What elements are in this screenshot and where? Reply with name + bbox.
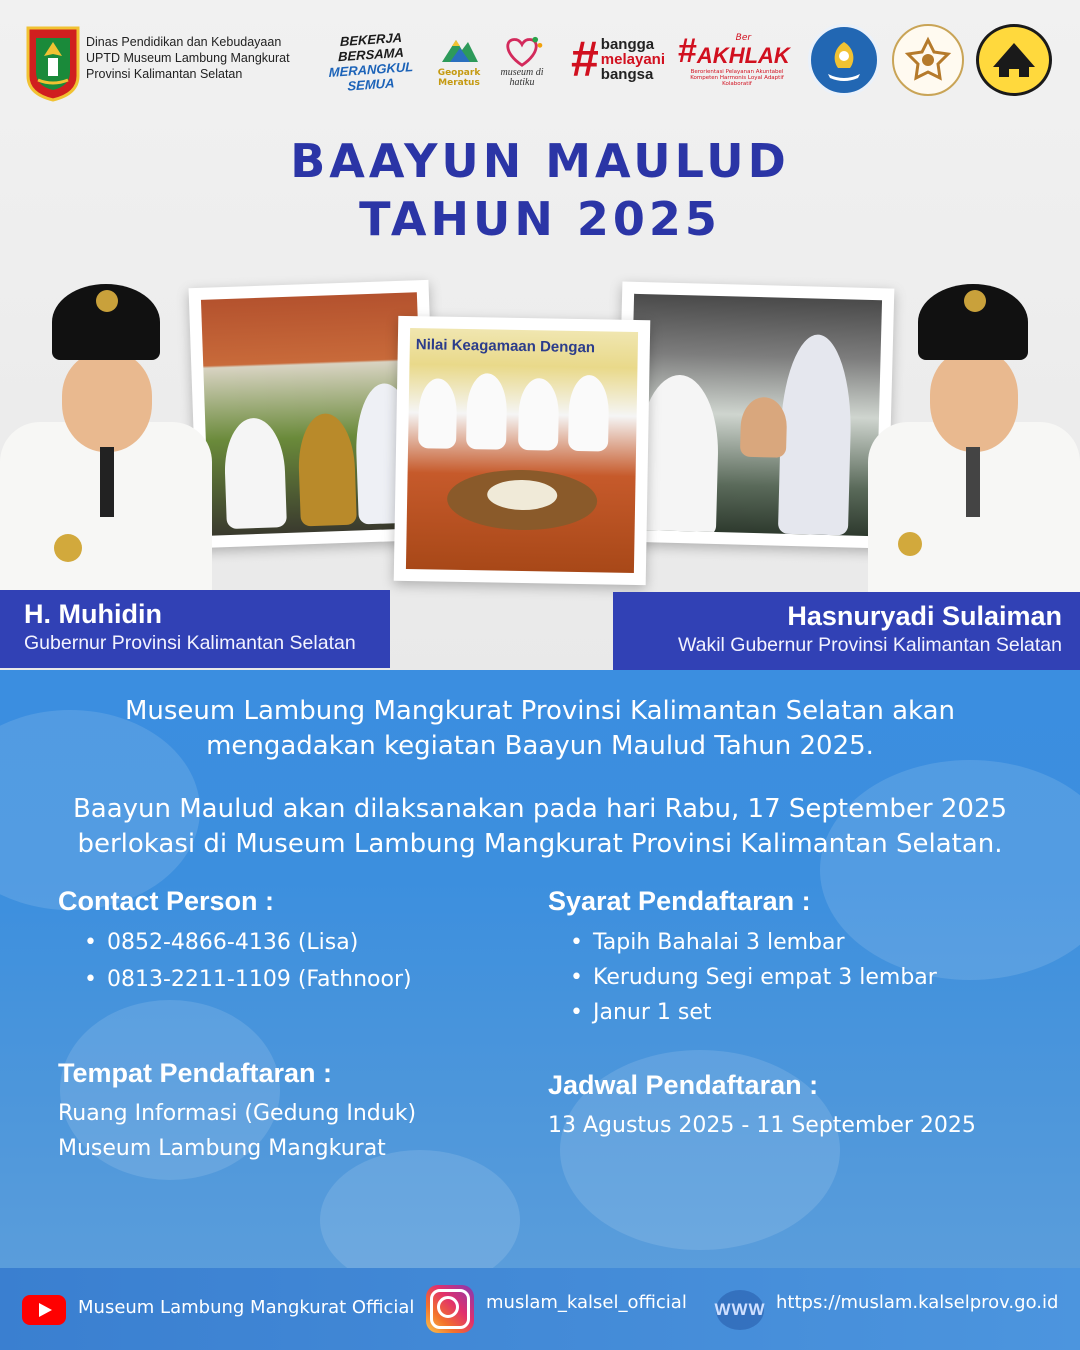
photo-banner-text: Nilai Keagamaan Dengan [415,336,596,357]
website-globe-icon[interactable]: WWW [716,1290,764,1330]
bangga-word: bangga [600,35,655,53]
registration-place-line-1: Ruang Informasi (Gedung Induk) [58,1101,417,1126]
museum-di-hatiku-logo [494,34,550,88]
announcement-p2-line-1: Baayun Maulud akan dilaksanakan pada hari Rabu, 17 September 2025 [72,794,1008,824]
governor-role: Gubernur Provinsi Kalimantan Selatan [24,632,356,654]
requirement-item-1: • Tapih Bahalai 3 lembar [570,930,845,955]
bangsa-word: bangsa [600,65,654,83]
vice-governor-name: Hasnuryadi Sulaiman [787,601,1062,631]
geopark-meratus-logo [434,30,484,90]
akhlak-word: AKHLAK [696,43,790,68]
provincial-emblem-icon [24,24,82,102]
event-photo-3 [616,281,895,548]
vice-governor-role: Wakil Gubernur Provinsi Kalimantan Selatan [677,634,1062,656]
youtube-channel-link[interactable]: Museum Lambung Mangkurat Official [78,1297,415,1318]
hashtag-icon: # [570,31,599,87]
museum-lambung-mangkurat-icon [989,37,1039,83]
geopark-meratus-icon [438,32,480,68]
bangga-melayani-bangsa-logo [563,31,673,87]
registration-place-line-2: Museum Lambung Mangkurat [58,1136,386,1161]
kementerian-kebudayaan-icon [904,36,952,84]
announcement-paragraph-1 [40,694,1040,764]
hashtag-icon: # [678,32,697,70]
registration-place-title: Tempat Pendaftaran : [58,1058,333,1088]
akhlak-prefix: Ber [735,33,752,43]
event-title-line-2: TAHUN 2025 [359,192,721,246]
header [0,0,1080,110]
requirement-item-2: • Kerudung Segi empat 3 lembar [570,965,937,990]
tut-wuri-handayani-logo [808,24,880,96]
requirements-title: Syarat Pendaftaran : [548,886,811,916]
registration-date-range: 13 Agustus 2025 - 11 September 2025 [548,1113,976,1138]
museum-lambung-mangkurat-logo [976,24,1052,96]
bekerja-line-2: MERANGKUL SEMUA [328,59,414,94]
org-line-2: UPTD Museum Lambung Mangkurat [86,51,290,65]
melayani-word: melayani [600,50,666,68]
announcement-paragraph-2 [40,792,1040,862]
announcement-p1-line-2: mengadakan kegiatan Baayun Maulud Tahun 2025. [206,731,874,761]
vice-governor-portrait [868,282,1080,592]
bekerja-bersama-logo [312,29,430,94]
governor-name: H. Muhidin [24,599,162,629]
contact-phone-2[interactable]: • 0813-2211-1109 (Fathnoor) [84,967,412,992]
event-photo-2 [394,316,651,585]
kementerian-kebudayaan-logo [892,24,964,96]
museum-di-hatiku-icon [498,34,546,68]
governor-name-bar [0,590,390,668]
museum-di-hatiku-label: museum di hatiku [500,67,544,88]
org-line-3: Provinsi Kalimantan Selatan [86,67,243,81]
requirement-item-3: • Janur 1 set [570,1000,712,1025]
akhlak-values: Berorientasi Pelayanan Akuntabel Kompeten Harmonis Loyal Adaptif Kolaboratif [690,69,784,87]
announcement-p1-line-1: Museum Lambung Mangkurat Provinsi Kalimantan Selatan akan [124,696,956,726]
vice-governor-name-bar [613,592,1080,670]
website-link[interactable]: https://muslam.kalselprov.go.id [776,1292,1059,1313]
bekerja-line-1: BEKERJA BERSAMA [338,29,404,65]
contact-phone-1[interactable]: • 0852-4866-4136 (Lisa) [84,930,358,955]
org-line-1: Dinas Pendidikan dan Kebudayaan [86,35,282,49]
contact-person-title: Contact Person : [58,886,275,916]
governor-portrait [0,282,212,592]
announcement-p2-line-2: berlokasi di Museum Lambung Mangkurat Provinsi Kalimantan Selatan. [77,829,1003,859]
geopark-label: Geopark Meratus [437,68,481,88]
instagram-handle-link[interactable]: muslam_kalsel_official [486,1292,687,1313]
registration-schedule-title: Jadwal Pendaftaran : [548,1070,819,1100]
instagram-icon[interactable] [426,1285,474,1333]
organization-name [86,34,290,82]
berakhlak-logo [678,32,796,87]
tut-wuri-handayani-icon [818,34,870,86]
youtube-icon[interactable] [22,1295,66,1325]
event-title-line-1: BAAYUN MAULUD [290,134,790,188]
